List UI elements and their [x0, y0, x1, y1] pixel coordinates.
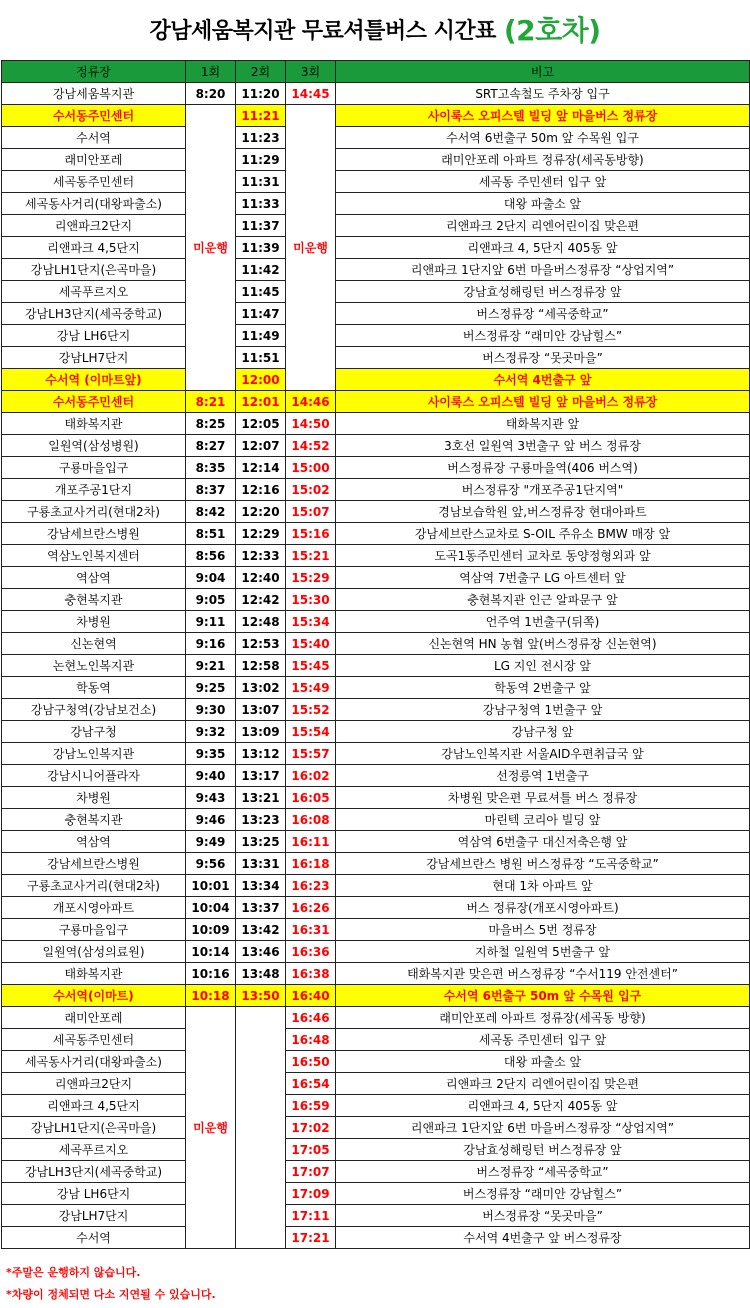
- stop-note: 래미안포레 아파트 정류장(세곡동방향): [336, 149, 750, 171]
- run-3-time: 15:00: [286, 457, 336, 479]
- run-2-time: 13:34: [236, 875, 286, 897]
- table-row: [2, 347, 750, 369]
- stop-name: 리앤파크 4,5단지: [2, 237, 186, 259]
- run-3-time: 17:09: [286, 1183, 336, 1205]
- run-3-time: 15:52: [286, 699, 336, 721]
- stop-note: 강남노인복지관 서울AID우편취급국 앞: [336, 743, 750, 765]
- run-3-time: 16:48: [286, 1029, 336, 1051]
- run-3-time: 15:29: [286, 567, 336, 589]
- stop-name: 개포시영아파트: [2, 897, 186, 919]
- run-3-time: 16:36: [286, 941, 336, 963]
- run-2-time: 11:21: [236, 105, 286, 127]
- run-1-time: 9:04: [186, 567, 236, 589]
- run-3-time: 16:50: [286, 1051, 336, 1073]
- table-row: [2, 963, 750, 985]
- stop-note: 수서역 4번출구 앞: [336, 369, 750, 391]
- run-3-time: 16:11: [286, 831, 336, 853]
- stop-name: 강남시니어플라자: [2, 765, 186, 787]
- header-run-1: 1회: [186, 61, 236, 83]
- stop-name: 강남구청: [2, 721, 186, 743]
- header-note: 비고: [336, 61, 750, 83]
- run-3-time: 17:05: [286, 1139, 336, 1161]
- header-run-3: 3회: [286, 61, 336, 83]
- stop-name: 리앤파크 4,5단지: [2, 1095, 186, 1117]
- run-1-time: 9:40: [186, 765, 236, 787]
- stop-note: 리앤파크 4, 5단지 405동 앞: [336, 1095, 750, 1117]
- footnotes: [6, 1262, 746, 1306]
- stop-name: 구룡초교사거리(현대2차): [2, 875, 186, 897]
- stop-note: 태화복지관 앞: [336, 413, 750, 435]
- run-3-time: 14:52: [286, 435, 336, 457]
- run-2-time: 13:07: [236, 699, 286, 721]
- stop-name: 수서역: [2, 1227, 186, 1249]
- table-row: [2, 765, 750, 787]
- table-row: [2, 281, 750, 303]
- table-row: [2, 1117, 750, 1139]
- stop-name: 역삼역: [2, 831, 186, 853]
- run-2-time: 12:29: [236, 523, 286, 545]
- run-1-time: 9:32: [186, 721, 236, 743]
- timetable-body: [2, 83, 750, 1249]
- table-row: [2, 369, 750, 391]
- run-2-time: 11:42: [236, 259, 286, 281]
- run-3-time: 16:05: [286, 787, 336, 809]
- stop-note: 버스정류장 “세곡중학교”: [336, 1161, 750, 1183]
- run-2-time: 12:48: [236, 611, 286, 633]
- stop-name: 구룡초교사거리(현대2차): [2, 501, 186, 523]
- stop-note: 래미안포레 아파트 정류장(세곡동 방향): [336, 1007, 750, 1029]
- stop-name: 래미안포레: [2, 149, 186, 171]
- run-1-time: 9:05: [186, 589, 236, 611]
- run-1-time: 8:35: [186, 457, 236, 479]
- stop-note: 버스정류장 구룡마을역(406 버스역): [336, 457, 750, 479]
- title-main: 강남세움복지관 무료셔틀버스 시간표: [149, 18, 496, 44]
- stop-name: 강남LH1단지(은곡마을): [2, 1117, 186, 1139]
- run-3-time: 15:40: [286, 633, 336, 655]
- stop-name: 세곡동주민센터: [2, 171, 186, 193]
- stop-name: 강남세브란스병원: [2, 853, 186, 875]
- run-2-time: 12:42: [236, 589, 286, 611]
- run-2-time: 13:21: [236, 787, 286, 809]
- table-row: [2, 149, 750, 171]
- run-3-time: 16:26: [286, 897, 336, 919]
- stop-name: 세곡동사거리(대왕파출소): [2, 1051, 186, 1073]
- table-row: [2, 83, 750, 105]
- stop-note: 역삼역 6번출구 대신저축은행 앞: [336, 831, 750, 853]
- run-2-time: 13:23: [236, 809, 286, 831]
- run-3-time: 15:16: [286, 523, 336, 545]
- stop-name: 개포주공1단지: [2, 479, 186, 501]
- stop-name: 리앤파크2단지: [2, 1073, 186, 1095]
- run-1-time: 10:04: [186, 897, 236, 919]
- stop-name: 세곡푸르지오: [2, 281, 186, 303]
- run-3-time: 17:21: [286, 1227, 336, 1249]
- run-3-time: 15:30: [286, 589, 336, 611]
- table-row: [2, 171, 750, 193]
- stop-note: 버스정류장 “못곳마을”: [336, 347, 750, 369]
- stop-name: 학동역: [2, 677, 186, 699]
- run-3-time: 16:54: [286, 1073, 336, 1095]
- stop-note: 리앤파크 1단지앞 6번 마을버스정류장 “상업지역”: [336, 1117, 750, 1139]
- run-3-time: 15:45: [286, 655, 336, 677]
- stop-name: 일원역(삼성의료원): [2, 941, 186, 963]
- table-row: [2, 1161, 750, 1183]
- stop-note: LG 지인 전시장 앞: [336, 655, 750, 677]
- table-row: [2, 721, 750, 743]
- run-2-time: 12:01: [236, 391, 286, 413]
- table-row: [2, 1095, 750, 1117]
- table-row: [2, 985, 750, 1007]
- run-2-time: 12:07: [236, 435, 286, 457]
- run-3-time: 15:21: [286, 545, 336, 567]
- run-2-time: 13:09: [236, 721, 286, 743]
- run-3-time: 16:08: [286, 809, 336, 831]
- run-3-time: 16:18: [286, 853, 336, 875]
- stop-note: 현대 1차 아파트 앞: [336, 875, 750, 897]
- stop-name: 충현복지관: [2, 589, 186, 611]
- table-row: [2, 479, 750, 501]
- run-2-time: 11:23: [236, 127, 286, 149]
- stop-name: 수서역(이마트): [2, 985, 186, 1007]
- stop-name: 신논현역: [2, 633, 186, 655]
- run-2-time: 11:45: [236, 281, 286, 303]
- stop-note: 강남구청역 1번출구 앞: [336, 699, 750, 721]
- run-2-time: 13:42: [236, 919, 286, 941]
- stop-name: 세곡동사거리(대왕파출소): [2, 193, 186, 215]
- table-row: [2, 1139, 750, 1161]
- table-row: [2, 1205, 750, 1227]
- stop-name: 역삼노인복지센터: [2, 545, 186, 567]
- stop-note: 리앤파크 1단지앞 6번 마을버스정류장 “상업지역”: [336, 259, 750, 281]
- run-2-time: 11:29: [236, 149, 286, 171]
- table-row: [2, 259, 750, 281]
- stop-note: 사이룩스 오피스텔 빌딩 앞 마을버스 정류장: [336, 105, 750, 127]
- stop-note: 3호선 일원역 3번출구 앞 버스 정류장: [336, 435, 750, 457]
- stop-note: 강남효성해링턴 버스정류장 앞: [336, 281, 750, 303]
- run-1-time: 8:56: [186, 545, 236, 567]
- run-2-time: 12:14: [236, 457, 286, 479]
- stop-name: 수서동주민센터: [2, 391, 186, 413]
- run-3-time: 16:38: [286, 963, 336, 985]
- stop-name: 수서역 (이마트앞): [2, 369, 186, 391]
- page-title: [0, 0, 750, 58]
- stop-name: 세곡푸르지오: [2, 1139, 186, 1161]
- stop-name: 강남세브란스병원: [2, 523, 186, 545]
- run-1-time: 9:16: [186, 633, 236, 655]
- run-1-time: 10:16: [186, 963, 236, 985]
- stop-note: 사이룩스 오피스텔 빌딩 앞 마을버스 정류장: [336, 391, 750, 413]
- run-2-time: 13:25: [236, 831, 286, 853]
- stop-note: 수서역 6번출구 50m 앞 수목원 입구: [336, 985, 750, 1007]
- table-row: [2, 1073, 750, 1095]
- run-2-time: 11:33: [236, 193, 286, 215]
- run-1-time: 9:35: [186, 743, 236, 765]
- run-3-time: 16:31: [286, 919, 336, 941]
- stop-name: 강남세움복지관: [2, 83, 186, 105]
- stop-note: 충현복지관 인근 알파문구 앞: [336, 589, 750, 611]
- stop-name: 구룡마을입구: [2, 457, 186, 479]
- stop-note: SRT고속철도 주차장 입구: [336, 83, 750, 105]
- run-3-time: 16:02: [286, 765, 336, 787]
- table-row: [2, 1007, 750, 1029]
- stop-note: 경남보습학원 앞,버스정류장 현대아파트: [336, 501, 750, 523]
- table-row: [2, 457, 750, 479]
- run-2-time: 11:51: [236, 347, 286, 369]
- stop-name: 강남LH3단지(세곡중학교): [2, 1161, 186, 1183]
- run-1-time: 9:11: [186, 611, 236, 633]
- stop-note: 학동역 2번출구 앞: [336, 677, 750, 699]
- timetable: [1, 60, 750, 1249]
- run-1-time: 9:30: [186, 699, 236, 721]
- table-row: [2, 237, 750, 259]
- stop-note: 마린텍 코리아 빌딩 앞: [336, 809, 750, 831]
- table-row: [2, 391, 750, 413]
- table-row: [2, 897, 750, 919]
- run-2-time: 12:53: [236, 633, 286, 655]
- run-2-time: 12:16: [236, 479, 286, 501]
- run-3-time: 16:40: [286, 985, 336, 1007]
- stop-note: 마을버스 5번 정류장: [336, 919, 750, 941]
- table-row: [2, 567, 750, 589]
- run-3-time: 16:59: [286, 1095, 336, 1117]
- stop-name: 차병원: [2, 611, 186, 633]
- run-3-time: 15:49: [286, 677, 336, 699]
- table-row: [2, 809, 750, 831]
- run-1-time: 10:18: [186, 985, 236, 1007]
- stop-note: 강남효성해링턴 버스정류장 앞: [336, 1139, 750, 1161]
- run-1-time: 8:25: [186, 413, 236, 435]
- stop-name: 강남LH1단지(은곡마을): [2, 259, 186, 281]
- run-3-time: 15:34: [286, 611, 336, 633]
- stop-name: 강남LH3단지(세곡중학교): [2, 303, 186, 325]
- run-3-time: 16:46: [286, 1007, 336, 1029]
- run-2-time: 13:02: [236, 677, 286, 699]
- table-row: [2, 875, 750, 897]
- stop-note: 언주역 1번출구(뒤쪽): [336, 611, 750, 633]
- table-row: [2, 699, 750, 721]
- table-row: [2, 545, 750, 567]
- table-row: [2, 919, 750, 941]
- run-3-time: 16:23: [286, 875, 336, 897]
- table-row: [2, 611, 750, 633]
- table-row: [2, 1227, 750, 1249]
- stop-name: 차병원: [2, 787, 186, 809]
- stop-note: 수서역 4번출구 앞 버스정류장: [336, 1227, 750, 1249]
- run-2-time: 12:20: [236, 501, 286, 523]
- stop-name: 구룡마을입구: [2, 919, 186, 941]
- run-2-time: 12:40: [236, 567, 286, 589]
- run-1-time: 9:25: [186, 677, 236, 699]
- stop-name: 역삼역: [2, 567, 186, 589]
- stop-name: 래미안포레: [2, 1007, 186, 1029]
- table-row: [2, 853, 750, 875]
- run-1-time: 8:21: [186, 391, 236, 413]
- stop-note: 수서역 6번출구 50m 앞 수목원 입구: [336, 127, 750, 149]
- run-2-time: 11:49: [236, 325, 286, 347]
- run-2-time: 13:17: [236, 765, 286, 787]
- stop-note: 버스정류장 “래미안 강남힐스”: [336, 325, 750, 347]
- stop-note: 세곡동 주민센터 입구 앞: [336, 1029, 750, 1051]
- table-row: [2, 105, 750, 127]
- run-2-time: 13:31: [236, 853, 286, 875]
- title-accent: (2호차): [503, 14, 601, 47]
- run-2-time: 13:37: [236, 897, 286, 919]
- table-row: [2, 303, 750, 325]
- run-1-time: 10:09: [186, 919, 236, 941]
- run-1-time: 8:37: [186, 479, 236, 501]
- not-operating-cell: 미운행: [186, 105, 236, 391]
- stop-note: 선정릉역 1번출구: [336, 765, 750, 787]
- stop-note: 역삼역 7번출구 LG 아트센터 앞: [336, 567, 750, 589]
- run-1-time: 8:27: [186, 435, 236, 457]
- run-3-time: 17:11: [286, 1205, 336, 1227]
- stop-note: 버스정류장 “세곡중학교”: [336, 303, 750, 325]
- table-row: [2, 501, 750, 523]
- run-2-time: 12:00: [236, 369, 286, 391]
- stop-name: 강남구청역(강남보건소): [2, 699, 186, 721]
- stop-note: 신논현역 HN 농협 앞(버스정류장 신논현역): [336, 633, 750, 655]
- table-row: [2, 413, 750, 435]
- run-3-time: 14:46: [286, 391, 336, 413]
- run-2-time: 13:46: [236, 941, 286, 963]
- run-2-time: 12:33: [236, 545, 286, 567]
- stop-note: 버스 정류장(개포시영아파트): [336, 897, 750, 919]
- run-2-time: 12:58: [236, 655, 286, 677]
- stop-note: 도곡1동주민센터 교차로 동양정형외과 앞: [336, 545, 750, 567]
- table-row: [2, 215, 750, 237]
- stop-note: 리앤파크 2단지 리엔어린이집 맞은편: [336, 1073, 750, 1095]
- stop-note: 강남구청 앞: [336, 721, 750, 743]
- not-operating-cell: [236, 1007, 286, 1249]
- run-1-time: 9:43: [186, 787, 236, 809]
- stop-name: 논현노인복지관: [2, 655, 186, 677]
- run-1-time: 10:14: [186, 941, 236, 963]
- header-stop: 정류장: [2, 61, 186, 83]
- table-row: [2, 589, 750, 611]
- stop-note: 강남세브란스 병원 버스정류장 “도곡중학교”: [336, 853, 750, 875]
- stop-note: 리앤파크 2단지 리엔어린이집 맞은편: [336, 215, 750, 237]
- run-2-time: 11:31: [236, 171, 286, 193]
- table-row: [2, 435, 750, 457]
- not-operating-cell: 미운행: [286, 105, 336, 391]
- stop-name: 강남 LH6단지: [2, 325, 186, 347]
- run-1-time: 9:46: [186, 809, 236, 831]
- stop-name: 강남LH7단지: [2, 347, 186, 369]
- stop-name: 일원역(삼성병원): [2, 435, 186, 457]
- table-row: [2, 743, 750, 765]
- footnote-weekend: *주말은 운행하지 않습니다.: [6, 1266, 141, 1279]
- footnote-delay: *차량이 정체되면 다소 지연될 수 있습니다.: [6, 1288, 216, 1301]
- run-2-time: 11:47: [236, 303, 286, 325]
- table-row: [2, 787, 750, 809]
- run-3-time: 17:02: [286, 1117, 336, 1139]
- table-row: [2, 677, 750, 699]
- run-1-time: 9:21: [186, 655, 236, 677]
- run-3-time: 15:07: [286, 501, 336, 523]
- run-3-time: 15:54: [286, 721, 336, 743]
- run-1-time: 8:42: [186, 501, 236, 523]
- not-operating-cell: 미운행: [186, 1007, 236, 1249]
- run-1-time: 10:01: [186, 875, 236, 897]
- stop-note: 차병원 맞은편 무료셔틀 버스 정류장: [336, 787, 750, 809]
- run-2-time: 12:05: [236, 413, 286, 435]
- run-2-time: 11:20: [236, 83, 286, 105]
- stop-note: 버스정류장 “못곳마을”: [336, 1205, 750, 1227]
- table-row: [2, 831, 750, 853]
- stop-note: 태화복지관 맞은편 버스정류장 “수서119 안전센터”: [336, 963, 750, 985]
- stop-name: 태화복지관: [2, 413, 186, 435]
- stop-note: 버스정류장 "개포주공1단지역": [336, 479, 750, 501]
- table-row: [2, 941, 750, 963]
- run-1-time: 9:49: [186, 831, 236, 853]
- stop-note: 대왕 파출소 앞: [336, 1051, 750, 1073]
- run-1-time: 9:56: [186, 853, 236, 875]
- run-3-time: 15:02: [286, 479, 336, 501]
- stop-name: 수서역: [2, 127, 186, 149]
- table-row: [2, 1051, 750, 1073]
- stop-note: 지하철 일원역 5번출구 앞: [336, 941, 750, 963]
- stop-name: 강남LH7단지: [2, 1205, 186, 1227]
- table-row: [2, 1183, 750, 1205]
- table-row: [2, 325, 750, 347]
- table-row: [2, 127, 750, 149]
- table-row: [2, 193, 750, 215]
- stop-name: 충현복지관: [2, 809, 186, 831]
- run-1-time: 8:51: [186, 523, 236, 545]
- run-3-time: 15:57: [286, 743, 336, 765]
- stop-name: 강남노인복지관: [2, 743, 186, 765]
- stop-name: 리앤파크2단지: [2, 215, 186, 237]
- stop-name: 수서동주민센터: [2, 105, 186, 127]
- table-row: [2, 633, 750, 655]
- run-2-time: 11:39: [236, 237, 286, 259]
- stop-note: 세곡동 주민센터 입구 앞: [336, 171, 750, 193]
- table-row: [2, 1029, 750, 1051]
- stop-name: 태화복지관: [2, 963, 186, 985]
- stop-note: 버스정류장 “래미안 강남힐스”: [336, 1183, 750, 1205]
- header-run-2: 2회: [236, 61, 286, 83]
- run-3-time: 14:50: [286, 413, 336, 435]
- stop-note: 대왕 파출소 앞: [336, 193, 750, 215]
- run-3-time: 14:45: [286, 83, 336, 105]
- header-row: [2, 61, 750, 83]
- run-1-time: 8:20: [186, 83, 236, 105]
- run-2-time: 13:12: [236, 743, 286, 765]
- table-row: [2, 523, 750, 545]
- stop-name: 세곡동주민센터: [2, 1029, 186, 1051]
- stop-note: 강남세브란스교차로 S-OIL 주유소 BMW 매장 앞: [336, 523, 750, 545]
- stop-note: 리앤파크 4, 5단지 405동 앞: [336, 237, 750, 259]
- table-row: [2, 655, 750, 677]
- run-2-time: 13:48: [236, 963, 286, 985]
- stop-name: 강남 LH6단지: [2, 1183, 186, 1205]
- run-2-time: 11:37: [236, 215, 286, 237]
- run-2-time: 13:50: [236, 985, 286, 1007]
- run-3-time: 17:07: [286, 1161, 336, 1183]
